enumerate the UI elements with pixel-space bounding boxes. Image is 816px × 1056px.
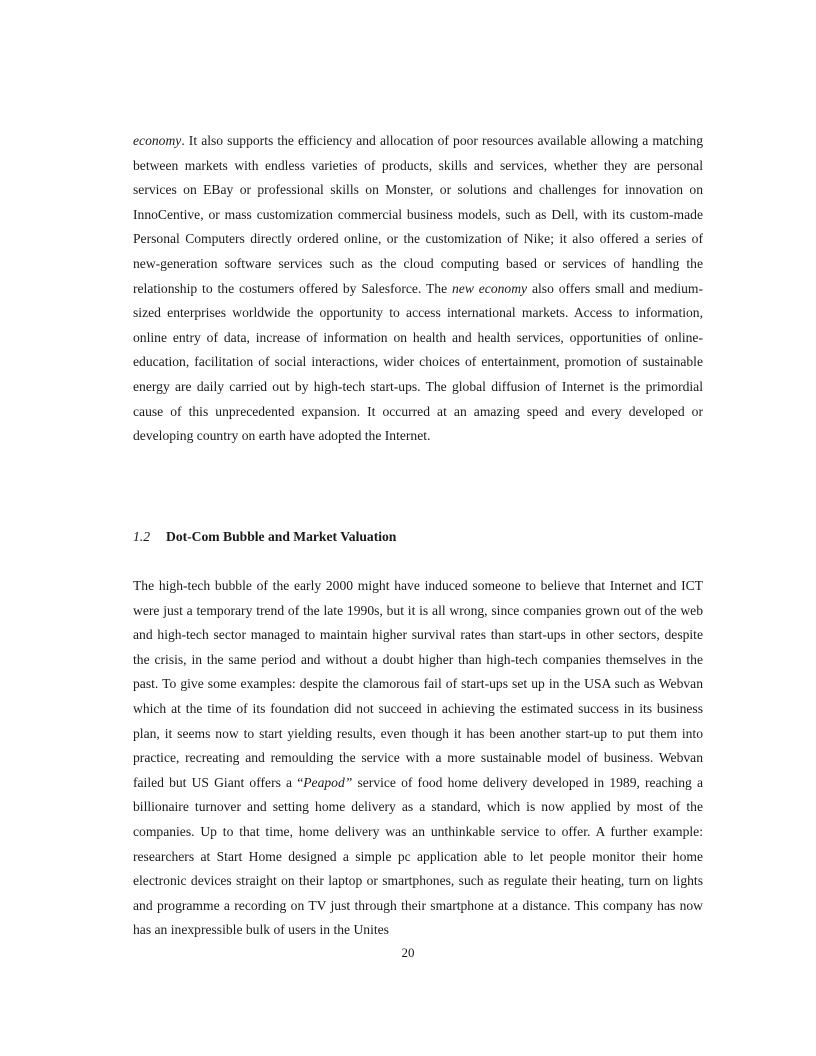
paragraph-2-text-b: service of food home delivery developed in 1989, reaching a billionaire turnover and setting home delivery as a standard, which is now applied by most of the companies. Up to that time, home delivery was an unthinkable service to offer. A further example: researchers at Start Home designed a simple pc application able to let people monitor their home electronic devices straight on their laptop or smartphones, such as regulate their heating, turn on lights and programme a recording on TV just through their smartphone at a distance. This company has now has an inexpressible bulk of users in the Unites (133, 774, 703, 938)
body-paragraph-2 (133, 574, 703, 943)
body-paragraph-1 (133, 129, 703, 449)
paragraph-1-text-b: also offers small and medium-sized enterprises worldwide the opportunity to access international markets. Access to information, online entry of data, increase of information on health and health services, opportunities of online-education, facilitation of social interactions, wider choices of entertainment, promotion of sustainable energy are daily carried out by high-tech start-ups. The global diffusion of Internet is the primordial cause of this unprecedented expansion. It occurred at an amazing speed and every developed or developing country on earth have adopted the Internet. (133, 280, 703, 444)
section-heading (133, 527, 396, 547)
paragraph-1-text-a: . It also supports the efficiency and allocation of poor resources available allowing a matching between markets with endless varieties of products, skills and services, whether they are personal services on EBay or professional skills on Monster, or solutions and challenges for innovation on InnoCentive, or mass customization commercial business models, such as Dell, with its custom-made Personal Computers directly ordered online, or the customization of Nike; it also offered a series of new-generation software services such as the cloud computing based or services of handling the relationship to the costumers offered by Salesforce. The (133, 133, 703, 296)
section-number: 1.2 (133, 529, 150, 544)
paragraph-2-text-a: The high-tech bubble of the early 2000 might have induced someone to believe that Internet and ICT were just a temporary trend of the late 1990s, but it is all wrong, since companies grown out of the web and high-tech sector managed to maintain higher survival rates than start-ups in other sectors, despite the crisis, in the same period and without a doubt higher than high-tech companies themselves in the past. To give some examples: despite the clamorous fail of start-ups set up in the USA such as Webvan which at the time of its foundation did not succeed in achieving the estimated success in its business plan, it seems now to start yielding results, even though it has been another start-up to put them into practice, recreating and remoulding the service with a more sustainable model of business. Webvan failed but US Giant offers a “ (133, 578, 703, 790)
emphasis-new-economy: new economy (452, 280, 528, 296)
section-title: Dot-Com Bubble and Market Valuation (166, 529, 397, 544)
emphasis-economy: economy (133, 133, 182, 148)
page-number: 20 (401, 945, 415, 960)
emphasis-peapod: Peapod” (303, 774, 353, 790)
